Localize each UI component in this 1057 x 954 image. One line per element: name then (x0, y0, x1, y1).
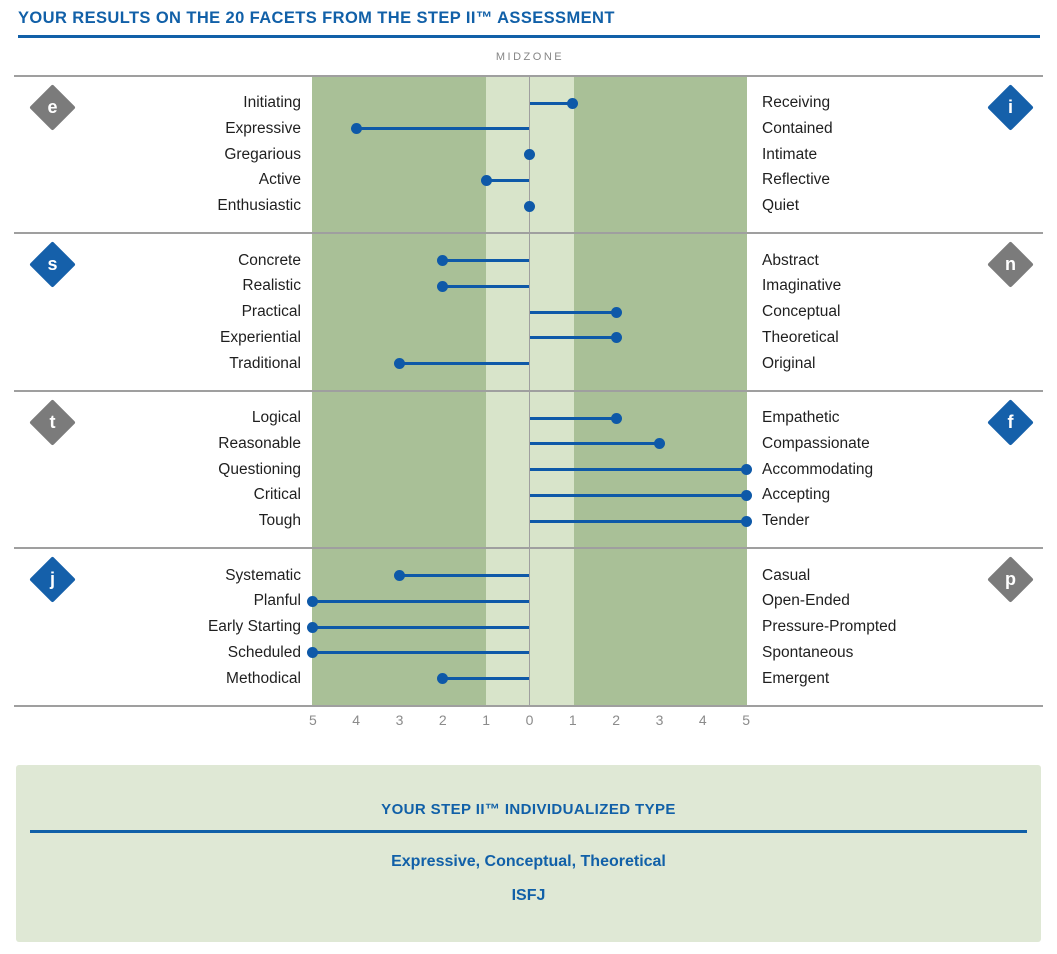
facet-right-label: Conceptual (762, 303, 841, 320)
axis-tick-label: 2 (612, 712, 621, 728)
facet-right-label: Abstract (762, 251, 819, 269)
facet-stem (530, 102, 573, 105)
facet-left-label: Critical (253, 486, 301, 504)
facet-dot (741, 516, 752, 527)
group-separator-line (14, 390, 1043, 392)
facet-left-label: Practical (241, 303, 301, 320)
facet-right-label: Spontaneous (762, 643, 854, 661)
facet-stem (400, 362, 530, 365)
facet-stem (356, 127, 529, 130)
pole-letter: f (1007, 411, 1013, 432)
facet-right-label: Reflective (762, 171, 831, 189)
facet-stem (443, 285, 530, 288)
facet-right-label: Intimate (762, 145, 818, 163)
facet-stem (313, 600, 530, 603)
facet-stem (530, 442, 660, 445)
facet-left-label: Concrete (238, 251, 301, 269)
facet-left-label: Early Starting (207, 618, 301, 635)
facet-dot (351, 123, 362, 134)
facet-dot (611, 413, 622, 424)
facet-stem (443, 259, 530, 262)
facet-stem (530, 520, 747, 523)
facet-dot (611, 307, 622, 318)
axis-tick-label: 0 (525, 712, 534, 728)
group-separator-line (14, 75, 1043, 77)
axis-tick-label: 4 (352, 712, 361, 728)
facet-dot (567, 98, 578, 109)
facet-left-label: Methodical (226, 669, 301, 687)
facet-right-label: Theoretical (762, 328, 839, 346)
type-code-text: ISFJ (511, 887, 546, 904)
facet-right-label: Contained (762, 119, 833, 137)
facet-left-label: Reasonable (218, 434, 301, 452)
facet-left-label: Scheduled (227, 643, 301, 661)
facet-stem (530, 494, 747, 497)
facet-right-label: Accepting (762, 486, 831, 504)
facet-right-label: Casual (762, 566, 811, 584)
facet-stem (486, 179, 529, 182)
facet-dot (481, 175, 492, 186)
facet-left-label: Traditional (229, 354, 301, 372)
facet-dot (741, 464, 752, 475)
individualized-type-box (16, 765, 1041, 942)
page-title: YOUR RESULTS ON THE 20 FACETS FROM THE STEP II™ ASSESSMENT (18, 9, 615, 27)
group-separator-line (14, 232, 1043, 234)
facet-left-label: Systematic (225, 566, 301, 584)
facet-left-label: Logical (251, 409, 301, 426)
group-separator-line (14, 705, 1043, 707)
facet-right-label: Original (762, 354, 816, 372)
facet-left-label: Enthusiastic (217, 197, 301, 214)
facet-right-label: Accommodating (762, 460, 874, 478)
axis-tick-label: 4 (698, 712, 707, 728)
axis-tick-label: 3 (395, 712, 404, 728)
facet-right-label: Emergent (762, 669, 830, 687)
facet-dot (524, 149, 535, 160)
facet-right-label: Tender (762, 512, 810, 529)
pole-letter: e (46, 96, 57, 117)
facet-right-label: Pressure-Prompted (762, 618, 897, 635)
facet-stem (313, 651, 530, 654)
facet-stem (530, 336, 617, 339)
facet-left-label: Active (258, 171, 301, 189)
facet-right-label: Receiving (762, 94, 831, 111)
facet-left-label: Initiating (243, 94, 301, 111)
facet-left-label: Gregarious (224, 145, 301, 163)
facet-dot (394, 570, 405, 581)
facet-left-label: Tough (258, 512, 301, 529)
facet-stem (530, 417, 617, 420)
facet-stem (443, 677, 530, 680)
facet-right-label: Empathetic (762, 409, 840, 426)
facet-dot (307, 622, 318, 633)
facet-left-label: Realistic (242, 277, 301, 295)
group-separator-line (14, 547, 1043, 549)
axis-tick-label: 1 (568, 712, 577, 728)
axis-tick-label: 5 (308, 712, 317, 728)
facet-dot (394, 358, 405, 369)
facet-dot (524, 201, 535, 212)
facet-left-label: Questioning (218, 460, 301, 478)
facet-right-label: Quiet (762, 197, 800, 214)
facet-right-label: Imaginative (762, 277, 842, 295)
notable-facets-text: Expressive, Conceptual, Theoretical (391, 853, 666, 870)
pole-letter: t (49, 411, 55, 432)
type-box-divider (30, 830, 1027, 833)
facet-left-label: Planful (253, 592, 301, 610)
axis-tick-label: 1 (482, 712, 491, 728)
facet-dot (611, 332, 622, 343)
type-box-title: YOUR STEP II™ INDIVIDUALIZED TYPE (381, 801, 676, 818)
pole-letter: j (49, 569, 55, 589)
facet-right-label: Compassionate (762, 434, 870, 452)
pole-letter: p (1004, 569, 1016, 589)
axis-tick-label: 3 (655, 712, 664, 728)
axis-tick-label: 2 (438, 712, 447, 728)
axis-tick-label: 5 (742, 712, 751, 728)
pole-letter: n (1004, 254, 1016, 274)
facet-left-label: Expressive (225, 119, 301, 137)
facet-stem (400, 574, 530, 577)
facet-stem (530, 468, 747, 471)
facet-right-label: Open-Ended (762, 592, 850, 610)
pole-letter: s (46, 254, 57, 274)
pole-letter: i (1007, 96, 1013, 117)
facet-left-label: Experiential (220, 328, 301, 346)
midzone-label: MIDZONE (495, 51, 565, 63)
facet-stem (313, 626, 530, 629)
facet-stem (530, 311, 617, 314)
facet-dot (741, 490, 752, 501)
